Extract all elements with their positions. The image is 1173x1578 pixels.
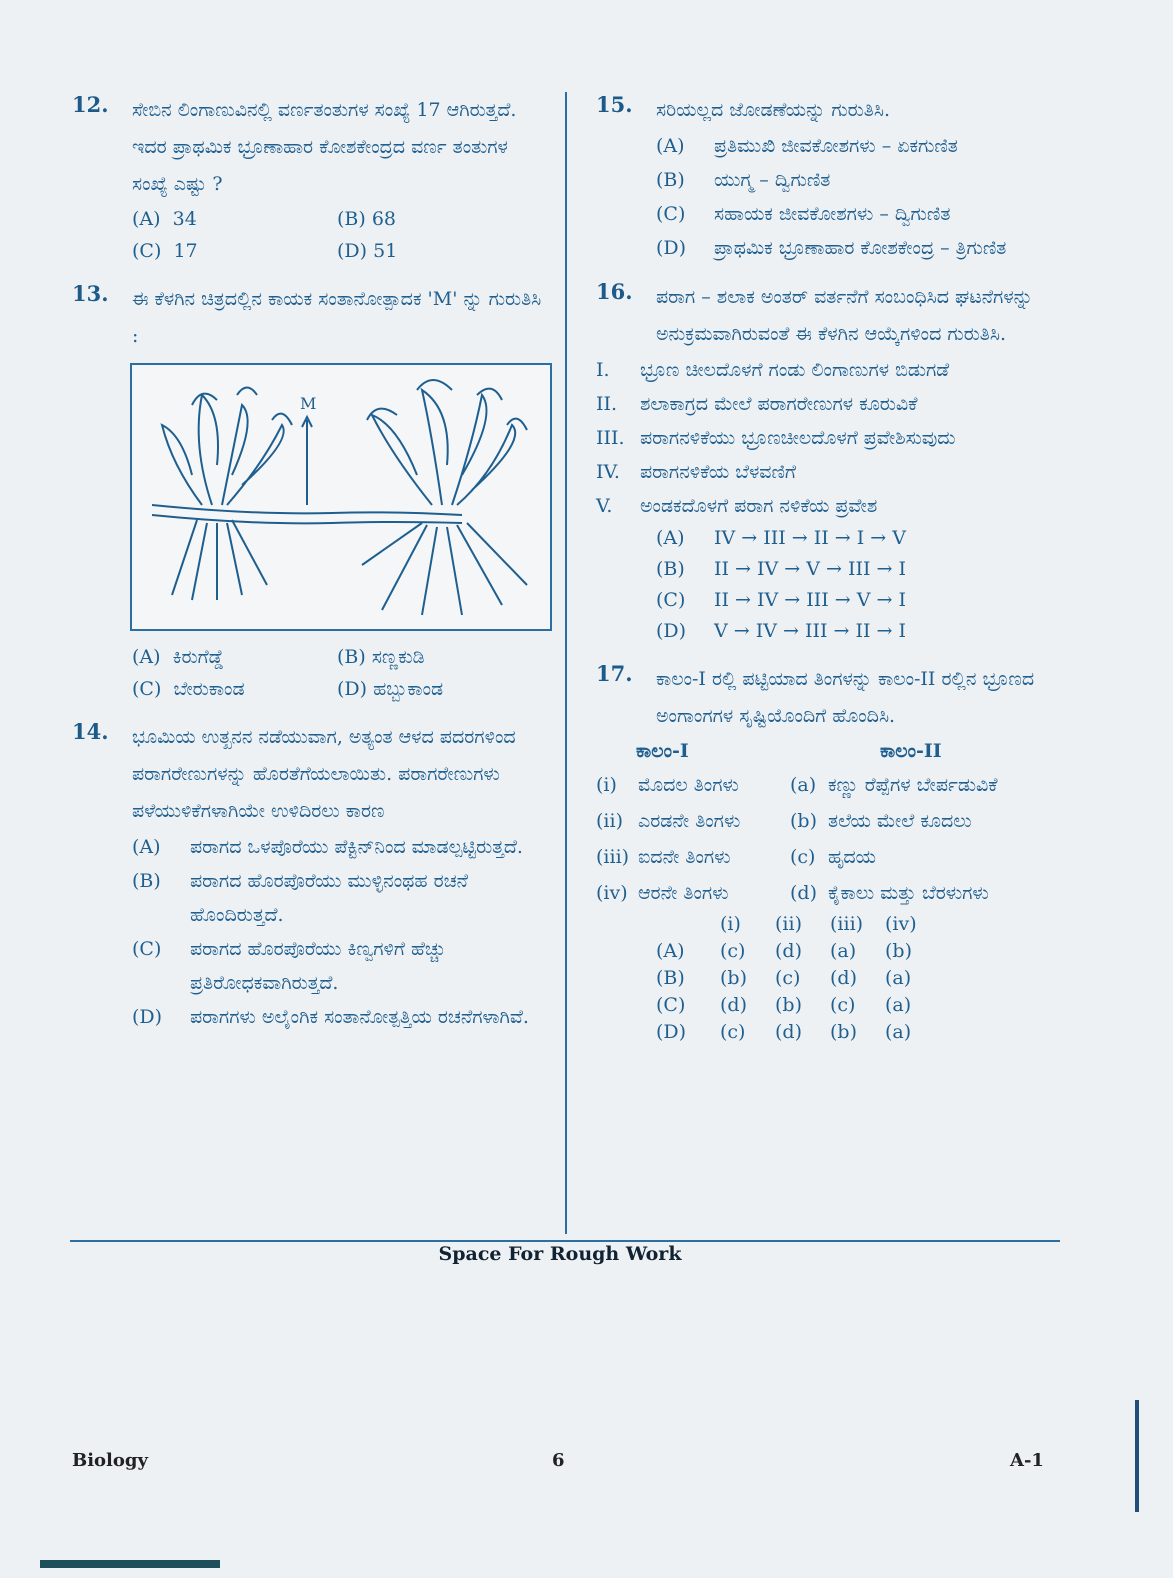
rough-work-rule — [70, 1240, 1060, 1242]
option-c: (C) ಸಹಾಯಕ ಜೀವಕೋಶಗಳು – ದ್ವಿಗುಣಿತ — [656, 203, 951, 225]
options — [132, 641, 542, 705]
column-divider — [565, 92, 567, 1234]
option-d: (D) ಹಬ್ಬುಕಾಂಡ — [337, 678, 444, 700]
plant-illustration — [132, 365, 550, 629]
question-17 — [596, 661, 1066, 1046]
option-b: (B) ಯುಗ್ಮ – ದ್ವಿಗುಣಿತ — [656, 169, 831, 191]
figure-label-m: M — [300, 394, 317, 413]
footer-page-number: 6 — [552, 1450, 565, 1471]
match-row: (iii) ಐದನೇ ತಿಂಗಳು (c) ಹೃದಯ — [596, 846, 877, 868]
question-number: 15. — [596, 92, 633, 117]
statement: V. ಅಂಡಕದೊಳಗೆ ಪರಾಗ ನಳಿಕೆಯ ಪ್ರವೇಶ — [596, 495, 878, 517]
question-text: ಭೂಮಿಯ ಉತ್ಖನನ ನಡೆಯುವಾಗ, ಅತ್ಯಂತ ಆಳದ ಪದರಗಳಿಂದ ಪರಾಗರೇಣುಗಳನ್ನು ಹೊರತೆಗೆಯಲಾಯಿತು. ಪರಾಗರೇಣುಗಳು ಪಳೆಯುಳಿಕೆಗಳಾಗಿಯೇ ಉಳಿದಿರಲು ಕಾರಣ — [132, 726, 516, 822]
match-row: (iv) ಆರನೇ ತಿಂಗಳು (d) ಕೈಕಾಲು ಮತ್ತು ಬೆರಳುಗಳು — [596, 882, 989, 904]
question-number: 16. — [596, 279, 633, 304]
question-16 — [596, 279, 1066, 647]
question-text: ಪರಾಗ – ಶಲಾಕ ಅಂತರ್ ವರ್ತನೆಗೆ ಸಂಬಂಧಿಸಿದ ಘಟನೆಗಳನ್ನು ಅನುಕ್ರಮವಾಗಿರುವಂತೆ ಈ ಕೆಳಗಿನ ಆಯ್ಕೆಗಳಿಂದ ಗುರುತಿಸಿ. — [656, 286, 1033, 345]
options — [132, 203, 542, 267]
option-b: (B) ಸಣ್ಣಕುಡಿ — [337, 646, 425, 668]
option-d: (D) ಪರಾಗಗಳು ಅಲೈಂಗಿಕ ಸಂತಾನೋತ್ಪತ್ತಿಯ ರಚನೆಗಳಾಗಿವೆ. — [132, 1006, 529, 1028]
option-b: (B) 68 — [337, 208, 397, 230]
match-row: (i) ಮೊದಲ ತಿಂಗಳು (a) ಕಣ್ಣು ರೆಪ್ಪೆಗಳ ಬೇರ್ಪಡುವಿಕೆ — [596, 774, 998, 796]
option-c: (C) II → IV → III → V → I — [656, 589, 906, 611]
option-a: (A) ಪ್ರತಿಮುಖಿ ಜೀವಕೋಶಗಳು – ಏಕಗುಣಿತ — [656, 135, 958, 157]
left-column — [72, 92, 542, 1048]
answer-option-d: (D) (c) (d) (b) (a) — [656, 1021, 912, 1043]
bottom-strip — [40, 1560, 220, 1568]
column-headers — [636, 735, 1066, 767]
option-a: (A) ಪರಾಗದ ಒಳಪೊರೆಯು ಪೆಕ್ಟಿನ್‌ನಿಂದ ಮಾಡಲ್ಪಟ್ಟಿರುತ್ತದೆ. — [132, 836, 523, 858]
option-d: (D) V → IV → III → II → I — [656, 620, 906, 642]
column-2-header: ಕಾಲಂ-II — [880, 740, 942, 762]
option-b: (B) ಪರಾಗದ ಹೊರಪೊರೆಯು ಮುಳ್ಳಿನಂಥಹ ರಚನೆ ಹೊಂದಿರುತ್ತದೆ. — [132, 870, 468, 926]
options — [132, 830, 542, 1034]
question-text: ಸೇಬಿನ ಲಿಂಗಾಣುವಿನಲ್ಲಿ ವರ್ಣತಂತುಗಳ ಸಂಖ್ಯೆ 17 ಆಗಿರುತ್ತದೆ. ಇದರ ಪ್ರಾಥಮಿಕ ಭ್ರೂಣಾಹಾರ ಕೋಶಕೇಂದ್ರದ ವರ್ಣ ತಂತುಗಳ ಸಂಖ್ಯೆ ಎಷ್ಟು ? — [132, 99, 517, 195]
question-14 — [72, 719, 542, 1034]
question-15 — [596, 92, 1066, 265]
option-d: (D) 51 — [337, 240, 398, 262]
answer-grid — [656, 911, 1066, 1046]
answer-option-b: (B) (b) (c) (d) (a) — [656, 967, 912, 989]
match-table — [596, 767, 1066, 911]
statement: II. ಶಲಾಕಾಗ್ರದ ಮೇಲೆ ಪರಾಗರೇಣುಗಳ ಕೂರುವಿಕೆ — [596, 393, 918, 415]
option-c: (C) 17 — [132, 240, 198, 262]
statement: III. ಪರಾಗನಳಿಕೆಯು ಭ್ರೂಣಚೀಲದೊಳಗೆ ಪ್ರವೇಶಿಸುವುದು — [596, 427, 956, 449]
option-b: (B) II → IV → V → III → I — [656, 558, 906, 580]
answer-option-c: (C) (d) (b) (c) (a) — [656, 994, 912, 1016]
match-row: (ii) ಎರಡನೇ ತಿಂಗಳು (b) ತಲೆಯ ಮೇಲೆ ಕೂದಲು — [596, 810, 972, 832]
question-number: 13. — [72, 281, 109, 306]
rough-work-label: Space For Rough Work — [438, 1243, 682, 1265]
runner-stem — [152, 505, 462, 515]
statement: I. ಭ್ರೂಣ ಚೀಲದೊಳಗೆ ಗಂಡು ಲಿಂಗಾಣುಗಳ ಬಿಡುಗಡೆ — [596, 359, 950, 381]
option-a: (A) ಕಿರುಗೆಡ್ಡೆ — [132, 646, 224, 668]
answer-header: (i) (ii) (iii) (iv) — [720, 913, 917, 935]
statement: IV. ಪರಾಗನಳಿಕೆಯ ಬೆಳವಣಿಗೆ — [596, 461, 796, 483]
question-number: 17. — [596, 661, 633, 686]
option-a: (A) 34 — [132, 208, 197, 230]
question-number: 12. — [72, 92, 109, 117]
question-number: 14. — [72, 719, 109, 744]
column-1-header: ಕಾಲಂ-I — [636, 740, 689, 762]
option-c: (C) ಪರಾಗದ ಹೊರಪೊರೆಯು ಕಿಣ್ವಗಳಿಗೆ ಹೆಚ್ಚು ಪ್ರತಿರೋಧಕವಾಗಿರುತ್ತದೆ. — [132, 938, 446, 994]
option-c: (C) ಬೇರುಕಾಂಡ — [132, 678, 245, 700]
question-13 — [72, 281, 542, 705]
option-a: (A) IV → III → II → I → V — [656, 527, 906, 549]
footer-code: A-1 — [1010, 1450, 1044, 1471]
answer-option-a: (A) (c) (d) (a) (b) — [656, 940, 912, 962]
options — [596, 523, 1066, 647]
question-text: ಸರಿಯಲ್ಲದ ಜೋಡಣೆಯನ್ನು ಗುರುತಿಸಿ. — [656, 99, 890, 121]
question-text: ಈ ಕೆಳಗಿನ ಚಿತ್ರದಲ್ಲಿನ ಕಾಯಕ ಸಂತಾನೋತ್ಪಾದಕ 'M' ನ್ನು ಗುರುತಿಸಿ : — [132, 288, 542, 347]
plant-figure — [130, 363, 552, 631]
question-text: ಕಾಲಂ-I ರಲ್ಲಿ ಪಟ್ಟಿಯಾದ ತಿಂಗಳನ್ನು ಕಾಲಂ-II ರಲ್ಲಿನ ಭ್ರೂಣದ ಅಂಗಾಂಗಗಳ ಸೃಷ್ಟಿಯೊಂದಿಗೆ ಹೊಂದಿಸಿ. — [656, 668, 1035, 727]
footer-subject: Biology — [72, 1450, 148, 1471]
statements — [596, 353, 1066, 523]
option-d: (D) ಪ್ರಾಥಮಿಕ ಭ್ರೂಣಾಹಾರ ಕೋಶಕೇಂದ್ರ – ತ್ರಿಗುಣಿತ — [656, 237, 1007, 259]
options — [656, 129, 1066, 265]
right-column — [596, 92, 1066, 1060]
edge-bar — [1135, 1400, 1139, 1512]
question-12 — [72, 92, 542, 267]
